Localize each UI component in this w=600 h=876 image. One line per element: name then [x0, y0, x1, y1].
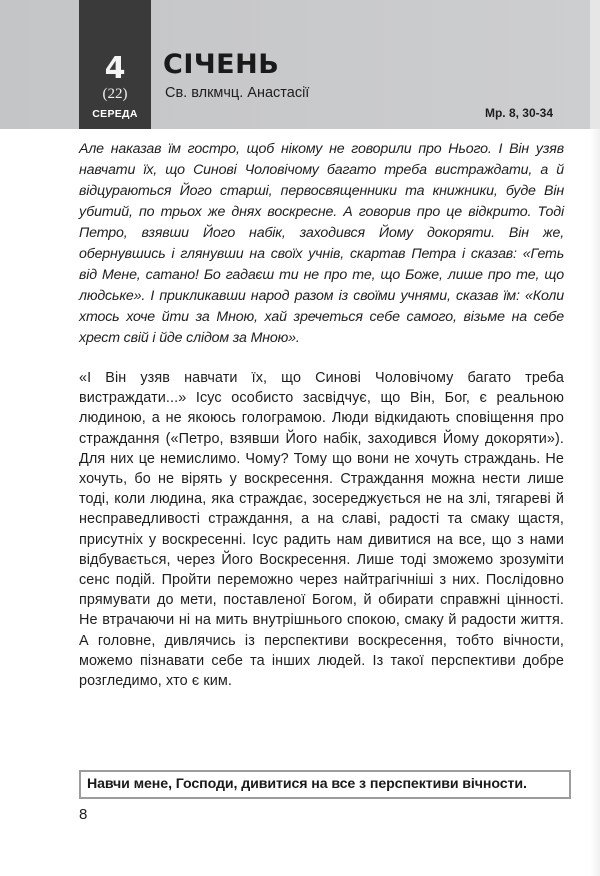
date-block — [79, 0, 151, 129]
saint-name: Св. влкмчц. Анастасії — [165, 85, 310, 101]
page-header — [0, 0, 590, 129]
prayer-box — [79, 770, 571, 799]
weekday-label: СЕРЕДА — [92, 108, 138, 120]
page-edge-shadow — [590, 0, 600, 876]
page-number: 8 — [79, 806, 88, 823]
header-band-edge — [590, 0, 600, 129]
prayer-text: Навчи мене, Господи, дивитися на все з перспективи вічности. — [87, 776, 527, 792]
month-title: СІЧЕНЬ — [163, 49, 280, 80]
page-content — [79, 139, 564, 691]
gospel-passage: Але наказав їм гостро, щоб нікому не говорили про Нього. І Він узяв навчати їх, що Синові Чоловічому багато треба вистраждати, а й відцураються Його старші, первосвященники та книжники, буде Він убитий, по трьох же днях воскресне. А говорив про це відкрито. Тоді Петро, взявши Його набік, заходився Йому докоряти. Він же, обернувшись і глянувши на своїх учнів, скартав Петра і сказав: «Геть від Мене, сатано! Бо гадаєш ти не про те, що Боже, лише про те, що людське». І прикликавши народ разом із своїми учнями, сказав їм: «Коли хтось хоче йти за Мною, хай зречеться себе самого, візьме на себе хрест свій і йде слідом за Мною». — [79, 141, 564, 346]
gospel-reference: Мр. 8, 30-34 — [484, 106, 553, 120]
day-number: 4 — [104, 51, 126, 86]
old-style-day: (22) — [102, 86, 128, 102]
reflection-paragraph: «І Він узяв навчати їх, що Синові Чоловічому багато треба вистраждати...» Ісус особисто засвідчує, що Він, Бог, є реальною людиною, а не якоюсь голограмою. Люди відкидають сповіщення про страждання («Петро, взявши Його набік, заходився Йому докоряти»). Для них це немислимо. Чому? Тому що вони не хочуть страждань. Не хочуть, бо не вірять у воскресення. Страждання можна нести лише тоді, коли людина, яка страждає, зосереджується не на злі, тягареві й несправедливості страждання, а на славі, радості та смаку щастя, присутніх у воскресенні. Ісус радить нам дивитися на все, що з нами відбувається, через Його Воскресення. Лише тоді зможемо зрозуміти сенс подій. Пройти переможно через найтрагічніші з них. Послідовно прямувати до мети, поставленої Богом, й обирати справжні цінності. Не втрачаючи ні на мить внутрішнього спокою, смаку й радости життя. А головне, дивлячись із перспективи воскресення, тобто вічности, можемо пізнавати себе та інших людей. Із такої перспективи добре розгледимо, хто є ким. — [79, 370, 564, 690]
